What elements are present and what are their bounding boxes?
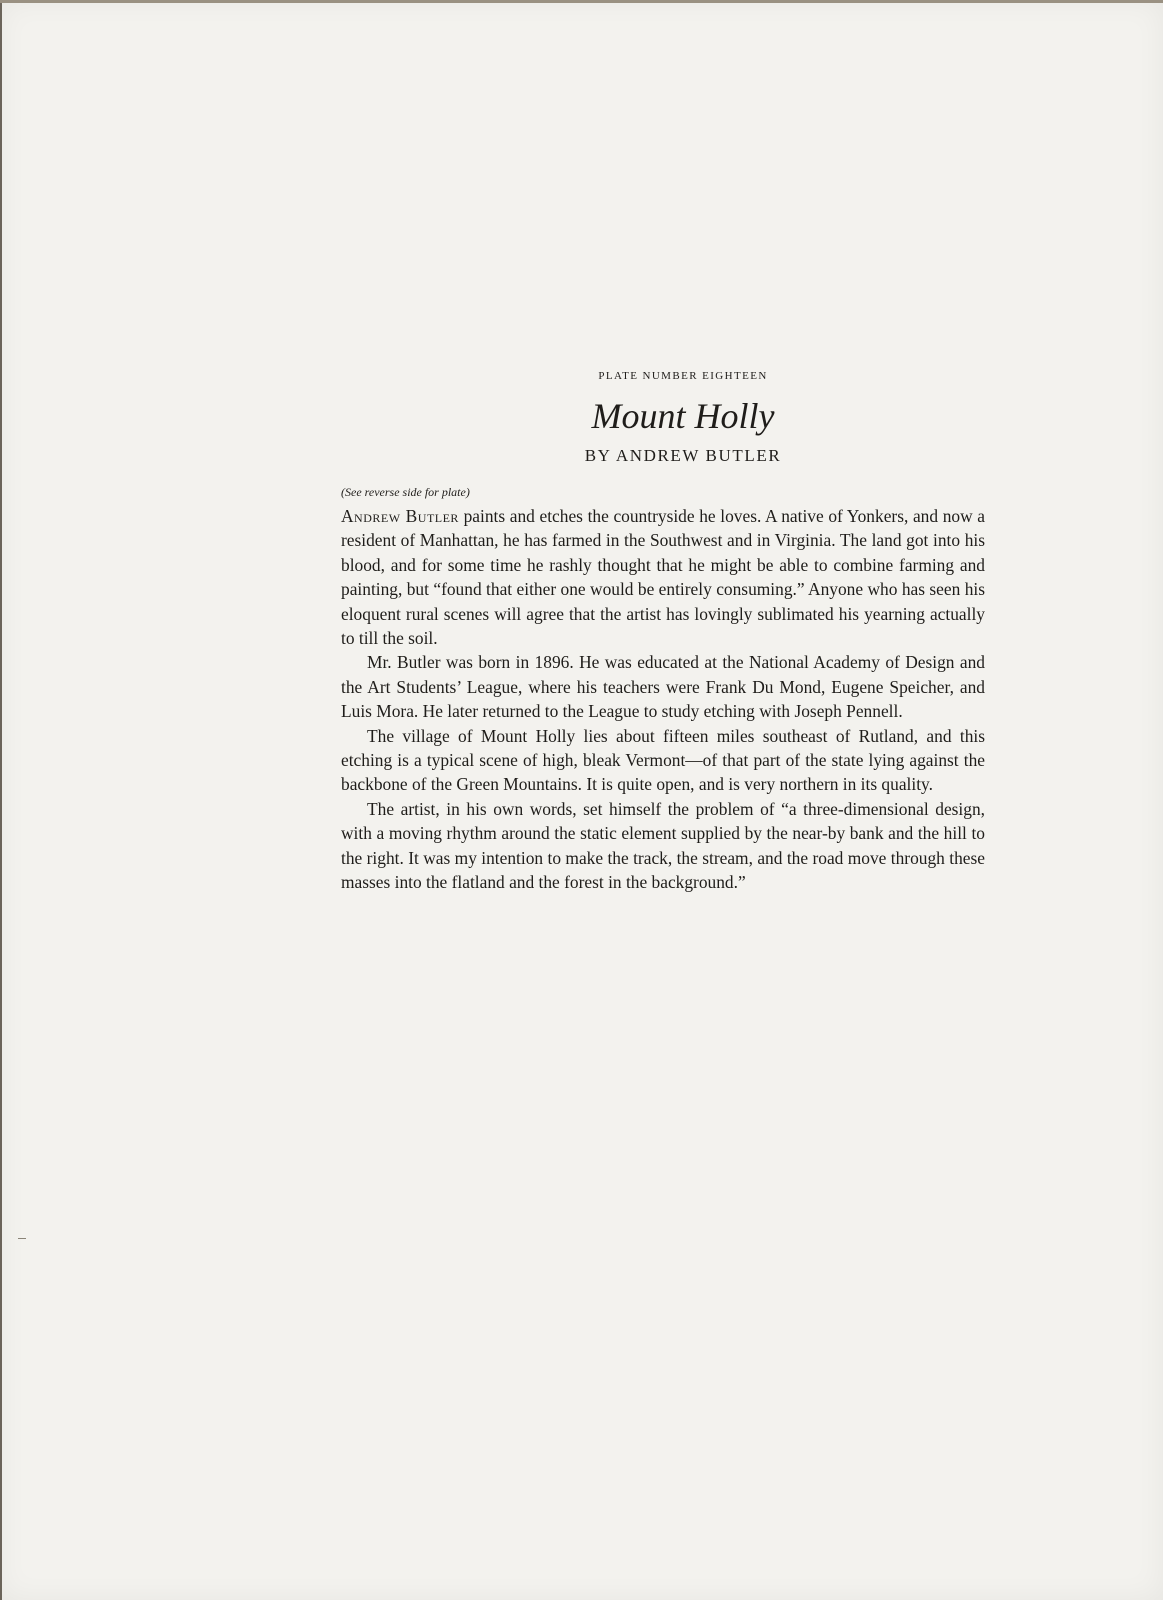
see-reverse-note: (See reverse side for plate) xyxy=(341,485,470,499)
paragraph-1-text: paints and etches the countryside he loves. A native of Yonkers, and now a resident of Manhattan, he has farmed in the Southwest and in Virginia. The land got into his blood, and for some time he rashly thought that he might be able to combine farming and painting, but “found that either one would be entirely consuming.” Anyone who has seen his eloquent rural scenes will agree that the artist has lovingly sublimated his yearning actually to till the soil. xyxy=(341,506,985,649)
paragraph-1 xyxy=(341,504,985,650)
plate-number: PLATE NUMBER EIGHTEEN xyxy=(598,370,768,382)
paragraph-4: The artist, in his own words, set himself the problem of “a three-dimensional design, with a moving rhythm around the static element supplied by the near-by bank and the hill to the right. It was my intention to make the track, the stream, and the road move through these masses into the flatland and the forest in the background.” xyxy=(341,798,985,893)
lead-name: Andrew Butler xyxy=(341,506,459,526)
article-body xyxy=(341,504,985,895)
paper-mark xyxy=(18,1238,26,1239)
byline: BY ANDREW BUTLER xyxy=(584,446,782,465)
text-block xyxy=(341,360,985,895)
paragraph-3: The village of Mount Holly lies about fifteen miles southeast of Rutland, and this etching is a typical scene of high, bleak Vermont—of that part of the state lying against the backbone of the Green Mountains. It is quite open, and is very northern in its quality. xyxy=(341,725,985,795)
paragraph-2: Mr. Butler was born in 1896. He was educated at the National Academy of Design and the Art Students’ League, where his teachers were Frank Du Mond, Eugene Speicher, and Luis Mora. He later returned to the League to study etching with Joseph Pennell. xyxy=(341,652,985,722)
page-title: Mount Holly xyxy=(591,396,775,436)
page-top-edge xyxy=(0,0,1163,3)
